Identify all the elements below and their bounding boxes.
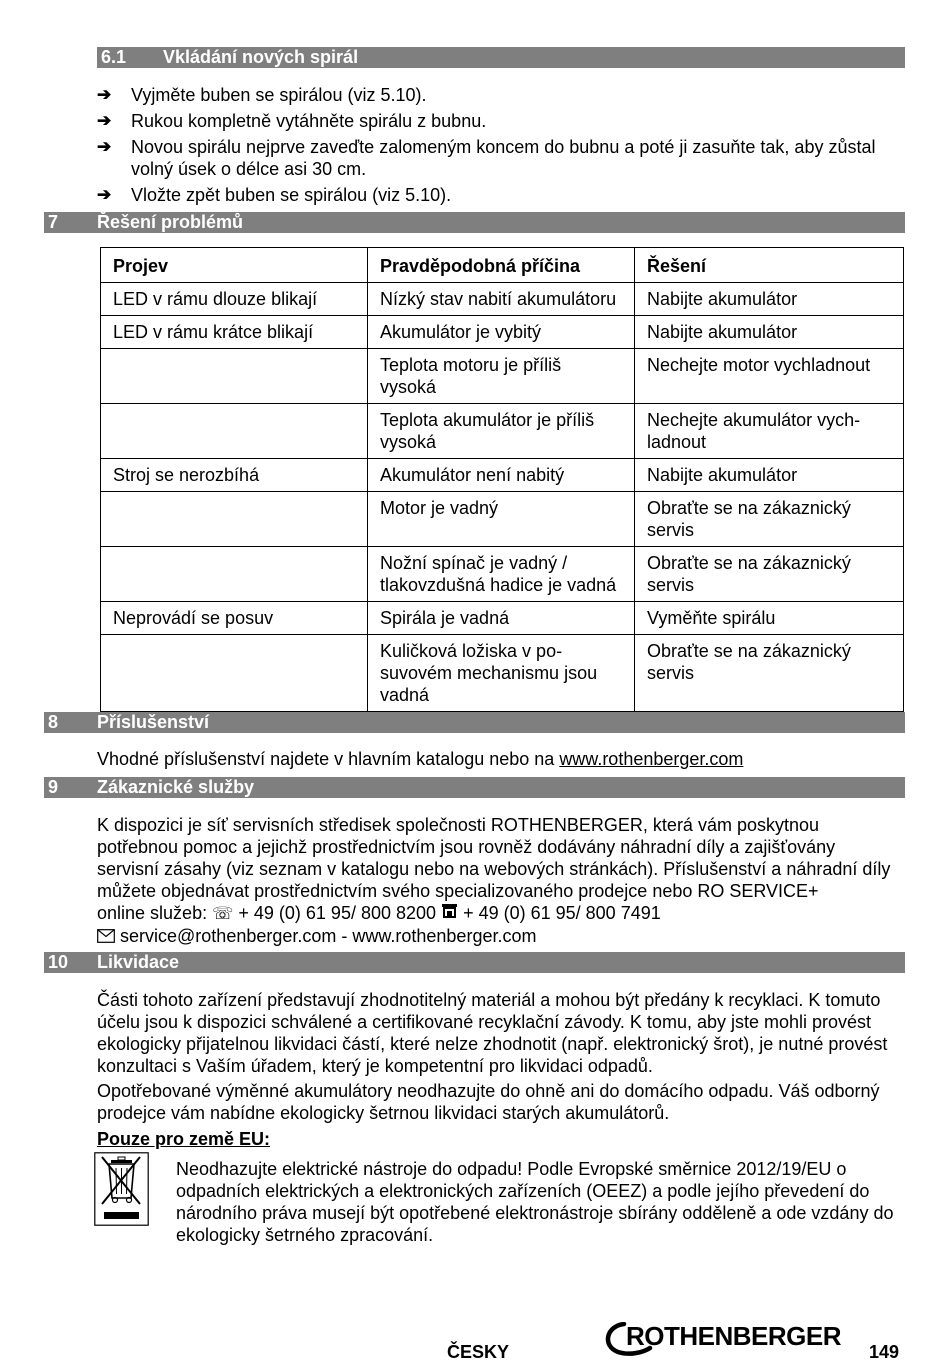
arrow-bullet-icon: ➔ — [97, 185, 112, 204]
table-cell: Kuličková ložiska v po-suvovém mechanismu jsou vadná — [368, 635, 635, 712]
table-cell: Obraťte se na zákaznický servis — [635, 492, 904, 547]
disposal-paragraph-1: Části tohoto zařízení představují zhodnotitelný materiál a mohou být předány k recyklaci. K tomuto účelu jsou k dispozici schválené a certifikované recyklační závody. K tomu, aby jste mohli provést ekologicky přijatelnou likvidaci částí, které nelze zhodnotit (např. elektronický šrot), je nutné provést konzultaci s Vaším úřadem, který je kompetentní pro likvidaci odpadů. — [97, 990, 888, 1076]
phone-number: + 49 (0) 61 95/ 800 8200 — [238, 903, 437, 923]
table-row — [101, 602, 904, 635]
table-row — [101, 547, 904, 602]
eu-heading: Pouze pro země EU: — [97, 1129, 271, 1149]
table-cell — [101, 635, 368, 712]
section-heading-10 — [44, 952, 905, 973]
column-header: Projev — [101, 248, 368, 283]
table-cell: LED v rámu dlouze blikají — [101, 283, 368, 316]
footer-language: ČESKY — [447, 1342, 510, 1362]
customer-service-text: K dispozici je síť servisních středisek společnosti ROTHENBERGER, která vám poskytnou potřebnou pomoc a jejichž prostřednictvím jsou rovněž dodávány náhradní díly a zajišťovány servisní zásahy (viz seznam v katalogu nebo na webových stránkách). Příslušenství a náhradní díly můžete objednávat prostřednictvím svého specializovaného prodejce nebo RO SERVICE+ — [97, 815, 891, 901]
fax-icon — [441, 903, 458, 920]
list-item-text: Novou spirálu nejprve zaveďte zalomeným koncem do bubnu a poté ji zasuňte tak, aby zůstal volný úsek o délce asi 30 cm. — [131, 137, 876, 179]
table-cell: Nabijte akumulátor — [635, 283, 904, 316]
accessories-text: Vhodné příslušenství najdete v hlavním katalogu nebo na — [97, 749, 560, 769]
table-cell — [101, 404, 368, 459]
list-item-text: Rukou kompletně vytáhněte spirálu z bubnu. — [131, 111, 487, 131]
accessories-paragraph — [97, 748, 897, 770]
list-item — [97, 110, 887, 132]
section-title: Řešení problémů — [97, 212, 244, 232]
section-heading-7 — [44, 212, 905, 233]
section-number: 8 — [48, 712, 59, 732]
column-header: Řešení — [635, 248, 904, 283]
section-title: Vkládání nových spirál — [163, 47, 359, 67]
arrow-bullet-icon: ➔ — [97, 111, 112, 130]
list-item — [97, 84, 887, 106]
email-web-text: service@rothenberger.com - www.rothenberger.com — [120, 926, 537, 946]
section-title: Příslušenství — [97, 712, 210, 732]
section-title: Likvidace — [97, 952, 180, 972]
table-cell: Obraťte se na zákaznický servis — [635, 547, 904, 602]
list-item — [97, 136, 887, 180]
envelope-icon — [97, 929, 115, 943]
table-cell: Neprovádí se posuv — [101, 602, 368, 635]
list-item-text: Vyjměte buben se spirálou (viz 5.10). — [131, 85, 427, 105]
list-item — [97, 184, 887, 206]
table-cell — [101, 547, 368, 602]
list-item-text: Vložte zpět buben se spirálou (viz 5.10). — [131, 185, 452, 205]
section-heading-6-1 — [97, 47, 905, 68]
section-title: Zákaznické služby — [97, 777, 255, 797]
column-header: Pravděpodobná příčina — [368, 248, 635, 283]
section-number: 6.1 — [101, 47, 127, 67]
brand-name: ROTHENBERGER — [626, 1321, 842, 1351]
table-cell: Akumulátor není nabitý — [368, 459, 635, 492]
website-link[interactable]: www.rothenberger.com — [559, 749, 744, 769]
table-cell: LED v rámu krátce blikají — [101, 316, 368, 349]
section-number: 7 — [48, 212, 59, 232]
table-cell: Motor je vadný — [368, 492, 635, 547]
crossed-bin-icon — [94, 1152, 149, 1226]
page-number: 149 — [869, 1342, 900, 1362]
online-services-label: online služeb: — [97, 903, 208, 923]
section-number: 10 — [48, 952, 69, 972]
fax-number: + 49 (0) 61 95/ 800 7491 — [463, 903, 661, 923]
section-heading-9 — [44, 777, 905, 798]
table-cell: Teplota akumulátor je příliš vysoká — [368, 404, 635, 459]
table-row — [101, 492, 904, 547]
phone-icon: ☏ — [212, 904, 234, 923]
brand-logo — [600, 1322, 850, 1358]
table-row — [101, 459, 904, 492]
troubleshooting-table — [100, 247, 904, 712]
table-cell: Nabijte akumulátor — [635, 316, 904, 349]
table-cell: Nechejte akumulátor vych-ladnout — [635, 404, 904, 459]
table-row — [101, 283, 904, 316]
table-cell: Obraťte se na zákaznický servis — [635, 635, 904, 712]
table-cell: Nízký stav nabití akumulátoru — [368, 283, 635, 316]
arrow-bullet-icon: ➔ — [97, 85, 112, 104]
table-cell — [101, 492, 368, 547]
table-cell: Nabijte akumulátor — [635, 459, 904, 492]
section-heading-8 — [44, 712, 905, 733]
table-cell: Nožní spínač je vadný / tlakovzdušná hadice je vadná — [368, 547, 635, 602]
table-row — [101, 349, 904, 404]
disposal-paragraph-2: Opotřebované výměnné akumulátory neodhazujte do ohně ani do domácího odpadu. Váš odborný prodejce vám nabídne ekologicky šetrnou likvidaci starých akumulátorů. — [97, 1081, 880, 1123]
table-row — [101, 316, 904, 349]
arrow-bullet-icon: ➔ — [97, 137, 112, 156]
table-cell: Nechejte motor vychladnout — [635, 349, 904, 404]
table-cell — [101, 349, 368, 404]
table-row — [101, 404, 904, 459]
table-header-row — [101, 248, 904, 283]
table-cell: Vyměňte spirálu — [635, 602, 904, 635]
table-cell: Akumulátor je vybitý — [368, 316, 635, 349]
customer-service-paragraph — [97, 814, 897, 947]
eu-disposal-text: Neodhazujte elektrické nástroje do odpadu! Podle Evropské směrnice 2012/19/EU o odpadních elektrických a elektronických zařízeních (OEEZ) a podle jejího převedení do národního práva musejí být opotřebené elektronástroje sbírány odděleně a ode vzdány do ekologicky šetrného zpracování. — [176, 1159, 894, 1245]
table-row — [101, 635, 904, 712]
table-cell: Spirála je vadná — [368, 602, 635, 635]
section-number: 9 — [48, 777, 59, 797]
table-cell: Teplota motoru je příliš vysoká — [368, 349, 635, 404]
table-cell: Stroj se nerozbíhá — [101, 459, 368, 492]
